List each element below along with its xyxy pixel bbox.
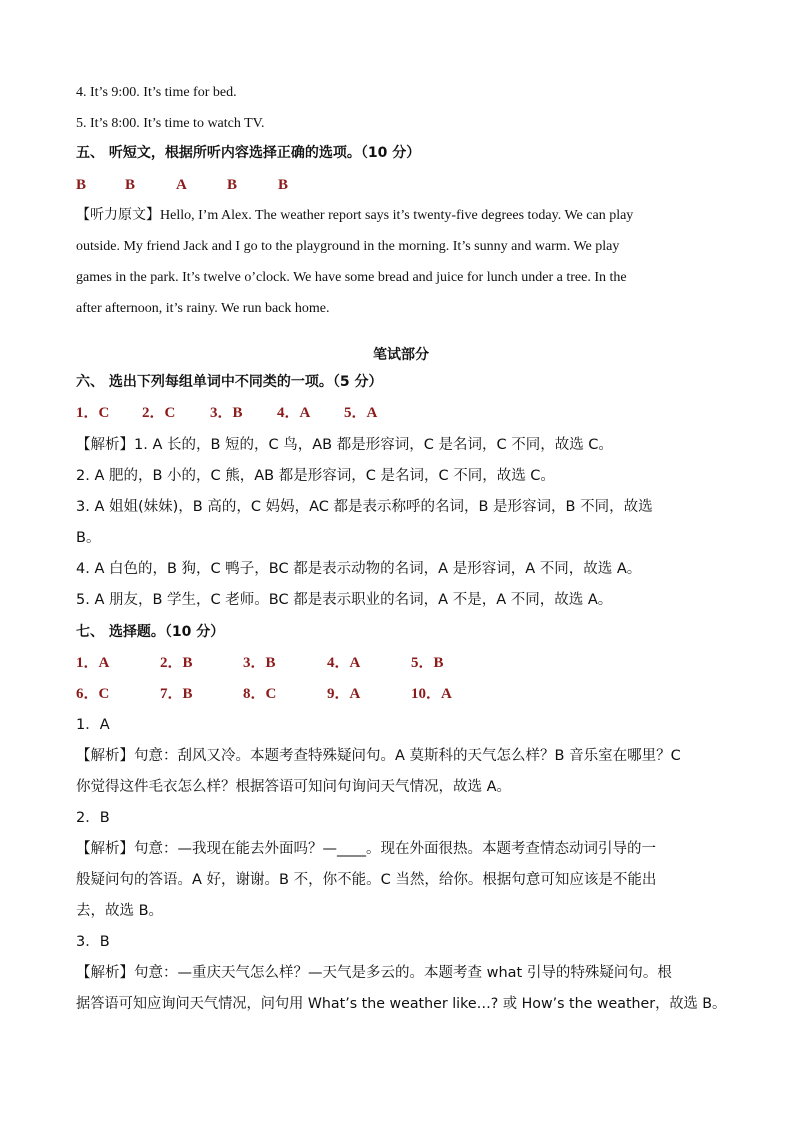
explanation-line: 你觉得这件毛衣怎么样？根据答语可知问句询问天气情况，故选 A。 (76, 779, 512, 795)
answer-item: B (278, 177, 289, 193)
explanation-line: 据答语可知应询问天气情况，问句用 What’s the weather like…? 或 How’s the weather，故选 B。 (76, 996, 727, 1012)
answer-item: A (176, 177, 187, 193)
explanation-line: 【解析】句意：刮风又冷。本题考查特殊疑问句。A 莫斯科的天气怎么样？B 音乐室在哪里？C (76, 748, 681, 764)
transcript-line: 【听力原文】Hello, I’m Alex. The weather report says it’s twenty-five degrees today. We can play (76, 208, 634, 223)
answer-item: B (76, 177, 87, 193)
transcript-line: games in the park. It’s twelve o’clock. We have some bread and juice for lunch under a tree. In the (76, 270, 627, 285)
answer-item: 4．A (277, 405, 311, 421)
answer-item: 2．B (160, 655, 193, 671)
listening-line-5: 5. It’s 8:00. It’s time to watch TV. (76, 116, 265, 131)
answer-item: 2．C (142, 405, 176, 421)
explanation-line: 4. A 白色的，B 狗，C 鸭子，BC 都是表示动物的名词，A 是形容词，A 不同，故选 A。 (76, 561, 642, 577)
answer-item: 7．B (160, 686, 193, 702)
answer-item: 1．C (76, 405, 110, 421)
answer-item: B (125, 177, 136, 193)
explanation-line: 2．B (76, 810, 110, 826)
explanation-line: 3．B (76, 934, 110, 950)
answer-item: B (227, 177, 238, 193)
section-6-heading: 六、 选出下列每组单词中不同类的一项。（5 分） (76, 374, 383, 390)
answer-item: 10．A (411, 686, 452, 702)
transcript-line: outside. My friend Jack and I go to the playground in the morning. It’s sunny and warm. We play (76, 239, 620, 254)
explanation-line: 【解析】句意：—我现在能去外面吗？—____。现在外面很热。本题考查情态动词引导的一 (76, 841, 656, 857)
answer-item: 5．A (344, 405, 378, 421)
answer-item: 6．C (76, 686, 110, 702)
explanation-line: 3. A 姐姐(妹妹)，B 高的，C 妈妈，AC 都是表示称呼的名词，B 是形容词，B 不同，故选 (76, 499, 653, 515)
section-7-heading: 七、 选择题。（10 分） (76, 624, 225, 640)
explanation-line: 5. A 朋友，B 学生，C 老师。BC 都是表示职业的名词，A 不是，A 不同，故选 A。 (76, 592, 613, 608)
answer-item: 3．B (243, 655, 276, 671)
transcript-line: after afternoon, it’s rainy. We run back home. (76, 301, 330, 316)
explanation-line: 1．A (76, 717, 110, 733)
explanation-line: B。 (76, 530, 101, 546)
answer-item: 1．A (76, 655, 110, 671)
answer-item: 9．A (327, 686, 361, 702)
answer-item: 4．A (327, 655, 361, 671)
listening-line-4: 4. It’s 9:00. It’s time for bed. (76, 85, 237, 100)
explanation-line: 【解析】句意：—重庆天气怎么样？—天气是多云的。本题考查 what 引导的特殊疑问句。根 (76, 965, 672, 981)
explanation-line: 【解析】1. A 长的，B 短的，C 鸟，AB 都是形容词，C 是名词，C 不同，故选 C。 (76, 437, 613, 453)
written-section-title: 笔试部分 (373, 347, 429, 363)
answer-item: 8．C (243, 686, 277, 702)
answer-item: 5．B (411, 655, 444, 671)
explanation-line: 2. A 肥的，B 小的，C 熊，AB 都是形容词，C 是名词，C 不同，故选 C。 (76, 468, 555, 484)
explanation-line: 般疑问句的答语。A 好，谢谢。B 不，你不能。C 当然，给你。根据句意可知应该是不能出 (76, 872, 657, 888)
section-5-heading: 五、 听短文，根据所听内容选择正确的选项。（10 分） (76, 145, 421, 161)
answer-item: 3．B (210, 405, 243, 421)
explanation-line: 去，故选 B。 (76, 903, 164, 919)
